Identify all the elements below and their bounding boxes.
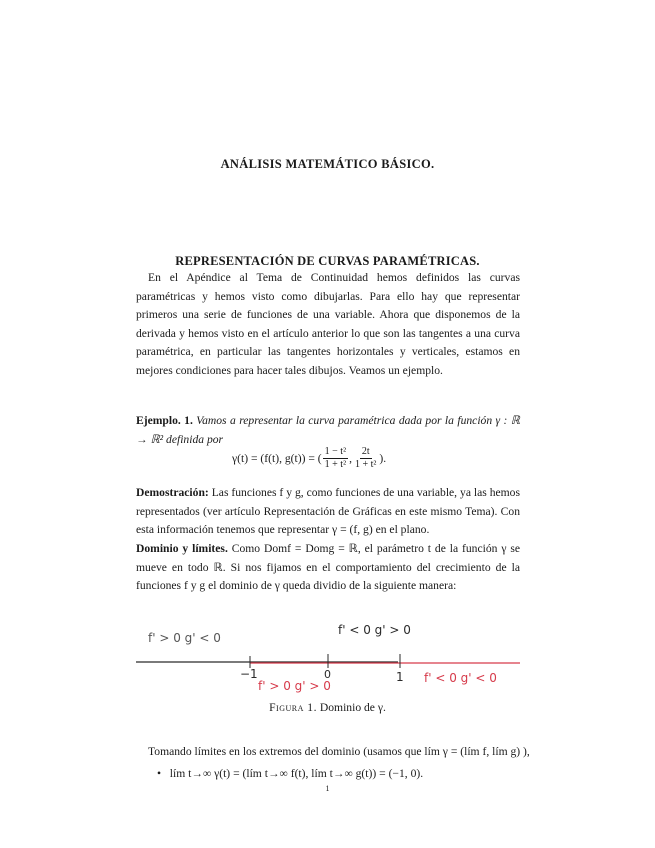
domain-text: Como Domf = Domg = ℝ, el parámetro t de la función γ se mueve en todo ℝ. Si nos fijamos en el comportamiento del crecimiento de la funciones f y g el dominio de γ queda dividio de la siguiente manera: [136,542,520,593]
note-right: f' < 0 g' < 0 [424,671,497,685]
bullet-text: lím t→∞ γ(t) = (lím t→∞ f(t), lím t→∞ g(t)) = (−1, 0). [169,767,424,780]
proof-label: Demostración: [136,486,209,499]
tick-1-label: 1 [396,670,404,684]
tick-0-label: 0 [324,668,331,681]
formula-rhs: ). [379,452,387,465]
limits-text: Tomando límites en los extremos del dominio (usamos que lím γ = (lím f, lím g) ), [148,745,530,758]
example-text: Vamos a representar la curva paramétrica dada por la función γ : ℝ → ℝ² definida por [136,414,520,446]
bullet-icon: • [157,767,167,780]
section-title: REPRESENTACIÓN DE CURVAS PARAMÉTRICAS. [175,254,480,268]
figure-caption-label: Figura 1. [269,701,317,714]
fraction-2-numerator: 2t [361,446,370,457]
proof-block [136,484,520,540]
fraction-1-numerator: 1 − t² [324,446,347,457]
formula-lhs: γ(t) = (f(t), g(t)) = ( [232,452,322,465]
page-number: 1 [325,784,330,793]
figure-caption-text: Dominio de γ. [319,701,386,714]
fraction-1-denominator: 1 + t² [324,459,347,470]
note-mid: f' > 0 g' > 0 [258,679,331,693]
domain-block [136,540,520,596]
note-left: f' > 0 g' < 0 [148,631,221,645]
note-top: f' < 0 g' > 0 [338,623,411,637]
example-label: Ejemplo. 1. [136,414,193,427]
proof-text: Las funciones f y g, como funciones de una variable, ya las hemos representados (ver artículo Representación de Gráficas en este mismo Tema). Con esta información tenemos que representar γ = (f, g) en el plano. [136,486,520,537]
fraction-1 [323,446,348,471]
figure-caption [0,701,655,714]
document-title: ANÁLISIS MATEMÁTICO BÁSICO. [220,157,435,171]
bullet-item [157,767,423,780]
fraction-2 [353,446,378,471]
fraction-2-denominator: 1 + t² [355,459,377,470]
example-block [136,412,520,449]
formula-comma: , [349,452,352,465]
intro-paragraph: En el Apéndice al Tema de Continuidad hemos definidos las curvas paramétricas y hemos visto como dibujarlas. Para ello hay que representar primeros una serie de funciones de una variable. Ahora que disponemos de la derivada y hemos visto en el artículo anterior lo que son las tangentes a una curva paramétrica, en particular las tangentes horizontales y verticales, estamos en mejores condiciones para hacer tales dibujos. Veamos un ejemplo. [136,271,520,377]
domain-figure [136,618,520,700]
domain-label: Dominio y límites. [136,542,228,555]
tick-minus1-label: −1 [240,667,258,681]
gamma-formula [232,446,386,471]
